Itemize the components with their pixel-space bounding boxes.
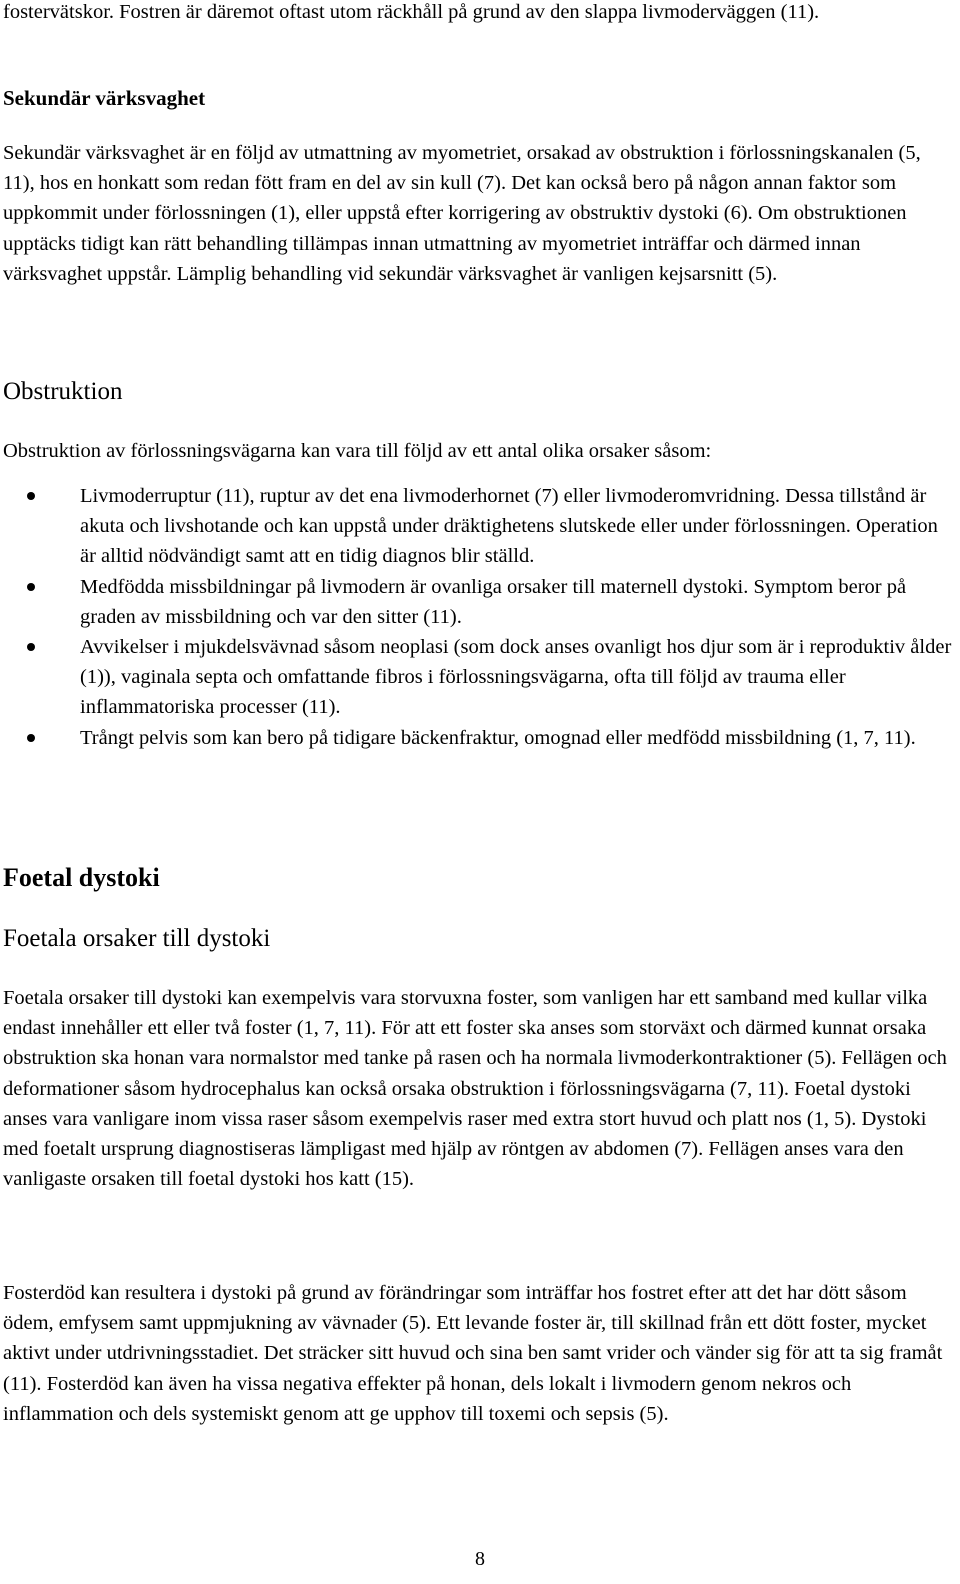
list-item	[3, 632, 953, 723]
list-item	[3, 572, 953, 632]
obstruktion-intro-paragraph: Obstruktion av förlossningsvägarna kan vara till följd av ett antal olika orsaker såsom:	[3, 440, 712, 462]
list-item-text: Avvikelser i mjukdelsvävnad såsom neoplasi (som dock anses ovanligt hos djur som är i reproduktiv ålder (1)), vaginala septa och omfattande fibros i förlossningsvägarna, ofta till följd av trauma eller inflammatoriska processer (11).	[80, 636, 952, 719]
list-item-text: Medfödda missbildningar på livmodern är ovanliga orsaker till maternell dystoki. Symptom beror på graden av missbildning och var den sitter (11).	[80, 575, 907, 628]
bullet-icon	[27, 643, 35, 651]
intro-paragraph: fostervätskor. Fostren är däremot oftast utom räckhåll på grund av den slappa livmoderväggen (11).	[3, 1, 820, 23]
list-item-text: Livmoderruptur (11), ruptur av det ena livmoderhornet (7) eller livmoderomvridning. Dessa tillstånd är akuta och livshotande och kan uppstå under dräktighetens slutskede eller under förlossningen. Operation är alltid nödvändigt samt att en tidig diagnos blir ställd.	[80, 485, 938, 568]
heading-obstruktion: Obstruktion	[3, 378, 123, 405]
foetal-paragraph-2: Fosterdöd kan resultera i dystoki på grund av förändringar som inträffar hos fostret efter att det har dött såsom ödem, emfysem samt uppmjukning av vävnader (5). Ett levande foster är, till skillnad från ett dött foster, mycket aktivt under utdrivningsstadiet. Det sträcker sitt huvud och sina ben samt vrider och vänder sig för att ta sig framåt (11). Fosterdöd kan även ha vissa negativa effekter på honan, dels lokalt i livmodern genom nekros och inflammation och dels systemiskt genom att ge upphov till toxemi och sepsis (5).	[3, 1282, 943, 1425]
heading-foetal-dystoki: Foetal dystoki	[3, 863, 160, 892]
foetal-paragraph-1: Foetala orsaker till dystoki kan exempelvis vara storvuxna foster, som vanligen har ett samband med kullar vilka endast innehåller ett eller två foster (1, 7, 11). För att ett foster ska anses som storväxt och därmed kunnat orsaka obstruktion ska honan vara normalstor med tanke på rasen och ha normala livmoderkontraktioner (5). Fellägen och deformationer såsom hydrocephalus kan också orsaka obstruktion i förlossningsvägarna (7, 11). Foetal dystoki anses vara vanligare inom vissa raser såsom exempelvis raser med extra stort huvud och platt nos (1, 5). Dystoki med foetalt ursprung diagnostiseras lämpligast med hjälp av röntgen av abdomen (7). Fellägen anses vara den vanligaste orsaken till foetal dystoki hos katt (15).	[3, 987, 947, 1191]
bullet-icon	[27, 583, 35, 591]
obstruktion-bullet-list	[3, 481, 953, 753]
bullet-icon	[27, 492, 35, 500]
list-item-text: Trångt pelvis som kan bero på tidigare bäckenfraktur, omognad eller medfödd missbildning (1, 7, 11).	[80, 726, 916, 749]
list-item	[3, 723, 953, 753]
sekundar-paragraph: Sekundär värksvaghet är en följd av utmattning av myometriet, orsakad av obstruktion i förlossningskanalen (5, 11), hos en honkatt som redan fött fram en del av sin kull (7). Det kan också bero på någon annan faktor som uppkommit under förlossningen (1), eller uppstå efter korrigering av obstruktiv dystoki (6). Om obstruktionen upptäcks tidigt kan rätt behandling tillämpas innan utmattning av myometriet inträffar och därmed innan värksvaghet uppstår. Lämplig behandling vid sekundär värksvaghet är vanligen kejsarsnitt (5).	[3, 142, 921, 285]
heading-sekundar-varksvaghet: Sekundär värksvaghet	[3, 86, 206, 110]
page-number: 8	[475, 1548, 485, 1570]
subheading-foetala-orsaker: Foetala orsaker till dystoki	[3, 925, 271, 952]
list-item	[3, 481, 953, 572]
bullet-icon	[27, 734, 35, 742]
